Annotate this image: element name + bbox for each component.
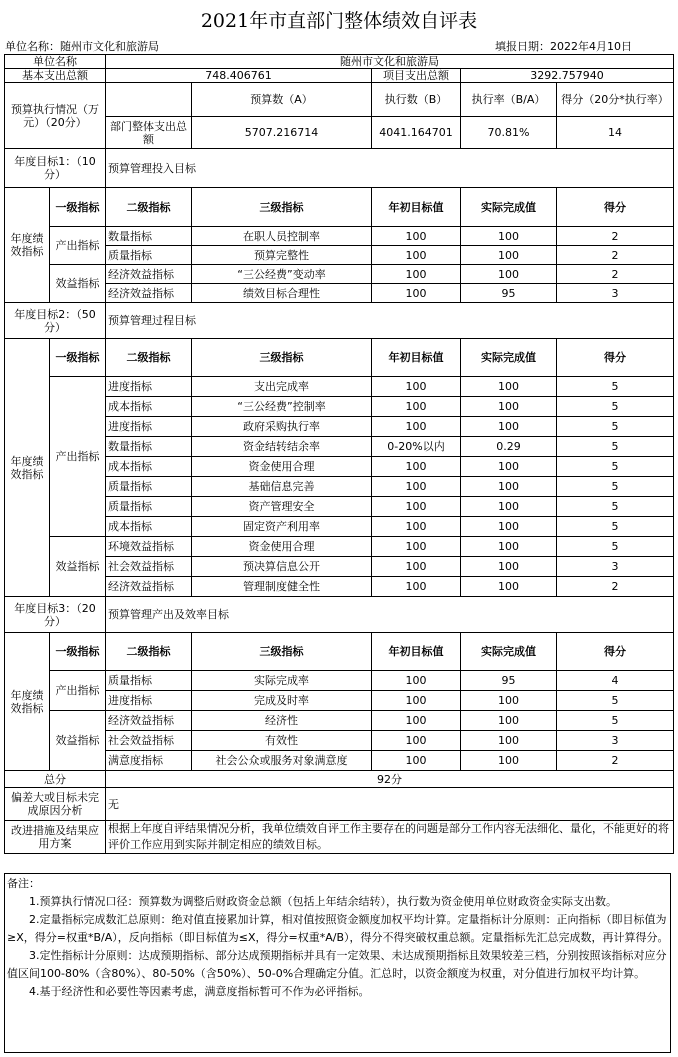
level1-header: 一级指标 bbox=[50, 188, 106, 227]
indicator-actual: 100 bbox=[461, 246, 557, 265]
indicator-score: 5 bbox=[557, 477, 674, 497]
goal2-benefit-label: 效益指标 bbox=[50, 537, 106, 597]
indicator-target: 100 bbox=[372, 377, 461, 397]
indicator-l2: 经济效益指标 bbox=[106, 577, 192, 597]
indicator-l2: 成本指标 bbox=[106, 397, 192, 417]
level1-header: 一级指标 bbox=[50, 633, 106, 671]
indicator-score: 5 bbox=[557, 537, 674, 557]
indicator-actual: 100 bbox=[461, 265, 557, 284]
indicator-l3: 支出完成率 bbox=[192, 377, 372, 397]
exec-header: 执行数（B） bbox=[372, 83, 461, 117]
note-4: 4.基于经济性和必要性等因素考虑，满意度指标暂可不作为必评指标。 bbox=[29, 985, 370, 998]
goal3-output-label: 产出指标 bbox=[50, 671, 106, 711]
indicator-l2: 进度指标 bbox=[106, 691, 192, 711]
indicator-l3: 预决算信息公开 bbox=[192, 557, 372, 577]
page-title: 2021年市直部门整体绩效自评表 bbox=[200, 10, 478, 32]
notes-section bbox=[4, 873, 671, 1053]
budget-score-header: 得分（20分*执行率） bbox=[557, 83, 674, 117]
total-value: 92分 bbox=[106, 771, 674, 788]
indicator-l2: 进度指标 bbox=[106, 417, 192, 437]
rate-header: 执行率（B/A） bbox=[461, 83, 557, 117]
indicator-l2: 质量指标 bbox=[106, 246, 192, 265]
indicator-target: 100 bbox=[372, 417, 461, 437]
indicator-l2: 经济效益指标 bbox=[106, 265, 192, 284]
goal3-benefit-label: 效益指标 bbox=[50, 711, 106, 771]
note-2: 2.定量指标完成数汇总原则：绝对值直接累加计算，相对值按照资金额度加权平均计算。定量指标计分原则：正向指标（即目标值为≥X，得分=权重*B/A），反向指标（即目标值为≤X，得分=权重*A/B），得分不得突破权重总额。定量指标先汇总完成数，再计算得分。 bbox=[7, 913, 669, 944]
indicator-l3: 预算完整性 bbox=[192, 246, 372, 265]
indicator-l2: 数量指标 bbox=[106, 437, 192, 457]
indicator-score: 5 bbox=[557, 417, 674, 437]
level3-header: 三级指标 bbox=[192, 188, 372, 227]
indicator-target: 100 bbox=[372, 537, 461, 557]
indicator-target: 100 bbox=[372, 731, 461, 751]
indicator-score: 4 bbox=[557, 671, 674, 691]
level1-header: 一级指标 bbox=[50, 339, 106, 377]
indicator-actual: 100 bbox=[461, 497, 557, 517]
indicator-l2: 环境效益指标 bbox=[106, 537, 192, 557]
indicator-score: 5 bbox=[557, 517, 674, 537]
indicator-target: 100 bbox=[372, 711, 461, 731]
indicator-score: 5 bbox=[557, 497, 674, 517]
indicator-score: 3 bbox=[557, 284, 674, 303]
score-header: 得分 bbox=[557, 633, 674, 671]
indicator-l2: 成本指标 bbox=[106, 457, 192, 477]
indicator-actual: 100 bbox=[461, 731, 557, 751]
indicator-actual: 100 bbox=[461, 557, 557, 577]
indicator-target: 0-20%以内 bbox=[372, 437, 461, 457]
indicator-target: 100 bbox=[372, 691, 461, 711]
goal2-output-label: 产出指标 bbox=[50, 377, 106, 537]
indicator-l2: 经济效益指标 bbox=[106, 711, 192, 731]
indicator-l3: 管理制度健全性 bbox=[192, 577, 372, 597]
indicator-score: 5 bbox=[557, 711, 674, 731]
indicator-l3: 社会公众或服务对象满意度 bbox=[192, 751, 372, 771]
indicator-target: 100 bbox=[372, 246, 461, 265]
indicator-target: 100 bbox=[372, 477, 461, 497]
basic-expense-label: 基本支出总额 bbox=[5, 69, 106, 83]
indicator-l2: 质量指标 bbox=[106, 477, 192, 497]
indicator-target: 100 bbox=[372, 227, 461, 246]
actual-header: 实际完成值 bbox=[461, 188, 557, 227]
score-header: 得分 bbox=[557, 339, 674, 377]
indicator-actual: 100 bbox=[461, 477, 557, 497]
indicator-l2: 质量指标 bbox=[106, 671, 192, 691]
indicator-l2: 社会效益指标 bbox=[106, 731, 192, 751]
indicator-target: 100 bbox=[372, 751, 461, 771]
rate-value: 70.81% bbox=[461, 117, 557, 149]
indicator-target: 100 bbox=[372, 577, 461, 597]
indicator-l2: 进度指标 bbox=[106, 377, 192, 397]
goal1-benefit-label: 效益指标 bbox=[50, 265, 106, 303]
indicator-l2: 成本指标 bbox=[106, 517, 192, 537]
indicator-target: 100 bbox=[372, 497, 461, 517]
indicator-actual: 100 bbox=[461, 577, 557, 597]
indicator-score: 2 bbox=[557, 246, 674, 265]
indicator-l3: 在职人员控制率 bbox=[192, 227, 372, 246]
goal1-text: 预算管理投入目标 bbox=[106, 149, 674, 188]
indicator-l3: 政府采购执行率 bbox=[192, 417, 372, 437]
indicator-target: 100 bbox=[372, 457, 461, 477]
indicator-target: 100 bbox=[372, 397, 461, 417]
indicator-l2: 经济效益指标 bbox=[106, 284, 192, 303]
actual-header: 实际完成值 bbox=[461, 339, 557, 377]
indicator-actual: 100 bbox=[461, 751, 557, 771]
indicator-score: 3 bbox=[557, 731, 674, 751]
goal1-annual-indicator: 年度绩效指标 bbox=[5, 188, 50, 303]
level3-header: 三级指标 bbox=[192, 633, 372, 671]
indicator-score: 2 bbox=[557, 227, 674, 246]
indicator-actual: 95 bbox=[461, 671, 557, 691]
unit-name-label: 单位名称 bbox=[5, 55, 106, 69]
indicator-actual: 100 bbox=[461, 711, 557, 731]
indicator-actual: 100 bbox=[461, 227, 557, 246]
notes-title: 备注： bbox=[7, 877, 40, 890]
dept-total-label: 部门整体支出总额 bbox=[106, 117, 192, 149]
basic-expense-value: 748.406761 bbox=[106, 69, 372, 83]
indicator-l3: “三公经费”变动率 bbox=[192, 265, 372, 284]
indicator-score: 2 bbox=[557, 751, 674, 771]
indicator-l3: 绩效目标合理性 bbox=[192, 284, 372, 303]
exec-value: 4041.164701 bbox=[372, 117, 461, 149]
goal2-label: 年度目标2：（50分） bbox=[5, 303, 106, 339]
self-evaluation-table bbox=[4, 54, 674, 854]
note-1: 1.预算执行情况口径：预算数为调整后财政资金总额（包括上年结余结转），执行数为资金使用单位财政资金实际支出数。 bbox=[29, 895, 617, 908]
indicator-target: 100 bbox=[372, 265, 461, 284]
score-header: 得分 bbox=[557, 188, 674, 227]
budget-score-value: 14 bbox=[557, 117, 674, 149]
budget-value: 5707.216714 bbox=[192, 117, 372, 149]
indicator-actual: 100 bbox=[461, 397, 557, 417]
total-label: 总分 bbox=[5, 771, 106, 788]
indicator-score: 2 bbox=[557, 577, 674, 597]
indicator-l2: 质量指标 bbox=[106, 497, 192, 517]
indicator-target: 100 bbox=[372, 671, 461, 691]
budget-label: 预算执行情况（万元）（20分） bbox=[5, 83, 106, 149]
indicator-l3: 资金使用合理 bbox=[192, 537, 372, 557]
indicator-l2: 满意度指标 bbox=[106, 751, 192, 771]
indicator-actual: 95 bbox=[461, 284, 557, 303]
goal3-text: 预算管理产出及效率目标 bbox=[106, 597, 674, 633]
indicator-target: 100 bbox=[372, 557, 461, 577]
indicator-actual: 100 bbox=[461, 377, 557, 397]
target-header: 年初目标值 bbox=[372, 188, 461, 227]
indicator-l3: 资金使用合理 bbox=[192, 457, 372, 477]
indicator-l3: 资产管理安全 bbox=[192, 497, 372, 517]
indicator-target: 100 bbox=[372, 284, 461, 303]
note-3: 3.定性指标计分原则：达成预期指标、部分达成预期指标并具有一定效果、未达成预期指标且效果较差三档，分别按照该指标对应分值区间100-80%（含80%）、80-50%（含50%）、50-0%合理确定分值。汇总时，以资金额度为权重，对分值进行加权平均计算。 bbox=[7, 949, 667, 980]
indicator-score: 5 bbox=[557, 377, 674, 397]
indicator-l3: 有效性 bbox=[192, 731, 372, 751]
level2-header: 二级指标 bbox=[106, 188, 192, 227]
project-expense-label: 项目支出总额 bbox=[372, 69, 461, 83]
indicator-l3: 基础信息完善 bbox=[192, 477, 372, 497]
goal1-label: 年度目标1：（10分） bbox=[5, 149, 106, 188]
indicator-score: 2 bbox=[557, 265, 674, 284]
fill-date: 填报日期：2022年4月10日 bbox=[495, 40, 632, 53]
budget-header: 预算数（A） bbox=[192, 83, 372, 117]
unit-name-value: 随州市文化和旅游局 bbox=[106, 55, 674, 69]
indicator-actual: 100 bbox=[461, 691, 557, 711]
indicator-score: 5 bbox=[557, 691, 674, 711]
actual-header: 实际完成值 bbox=[461, 633, 557, 671]
unit-name-line: 单位名称：随州市文化和旅游局 bbox=[5, 40, 159, 53]
indicator-score: 5 bbox=[557, 397, 674, 417]
indicator-actual: 100 bbox=[461, 457, 557, 477]
indicator-l3: 完成及时率 bbox=[192, 691, 372, 711]
indicator-l2: 数量指标 bbox=[106, 227, 192, 246]
indicator-l2: 社会效益指标 bbox=[106, 557, 192, 577]
indicator-l3: 固定资产利用率 bbox=[192, 517, 372, 537]
goal2-text: 预算管理过程目标 bbox=[106, 303, 674, 339]
indicator-actual: 0.29 bbox=[461, 437, 557, 457]
level2-header: 二级指标 bbox=[106, 633, 192, 671]
indicator-actual: 100 bbox=[461, 517, 557, 537]
deviation-value: 无 bbox=[106, 788, 674, 821]
indicator-target: 100 bbox=[372, 517, 461, 537]
goal1-output-label: 产出指标 bbox=[50, 227, 106, 265]
indicator-score: 5 bbox=[557, 457, 674, 477]
indicator-l3: “三公经费”控制率 bbox=[192, 397, 372, 417]
improvement-label: 改进措施及结果应用方案 bbox=[5, 821, 106, 854]
indicator-l3: 经济性 bbox=[192, 711, 372, 731]
indicator-actual: 100 bbox=[461, 417, 557, 437]
deviation-label: 偏差大或目标未完成原因分析 bbox=[5, 788, 106, 821]
indicator-actual: 100 bbox=[461, 537, 557, 557]
goal3-annual-indicator: 年度绩效指标 bbox=[5, 633, 50, 771]
indicator-score: 3 bbox=[557, 557, 674, 577]
project-expense-value: 3292.757940 bbox=[461, 69, 674, 83]
indicator-l3: 实际完成率 bbox=[192, 671, 372, 691]
level2-header: 二级指标 bbox=[106, 339, 192, 377]
goal3-label: 年度目标3：（20分） bbox=[5, 597, 106, 633]
indicator-score: 5 bbox=[557, 437, 674, 457]
target-header: 年初目标值 bbox=[372, 339, 461, 377]
level3-header: 三级指标 bbox=[192, 339, 372, 377]
improvement-value: 根据上年度自评结果情况分析，我单位绩效自评工作主要存在的问题是部分工作内容无法细化、量化，不能更好的将评价工作应用到实际并制定相应的绩效目标。 bbox=[106, 821, 674, 854]
indicator-l3: 资金结转结余率 bbox=[192, 437, 372, 457]
goal2-annual-indicator: 年度绩效指标 bbox=[5, 339, 50, 597]
target-header: 年初目标值 bbox=[372, 633, 461, 671]
budget-header-blank bbox=[106, 83, 192, 117]
